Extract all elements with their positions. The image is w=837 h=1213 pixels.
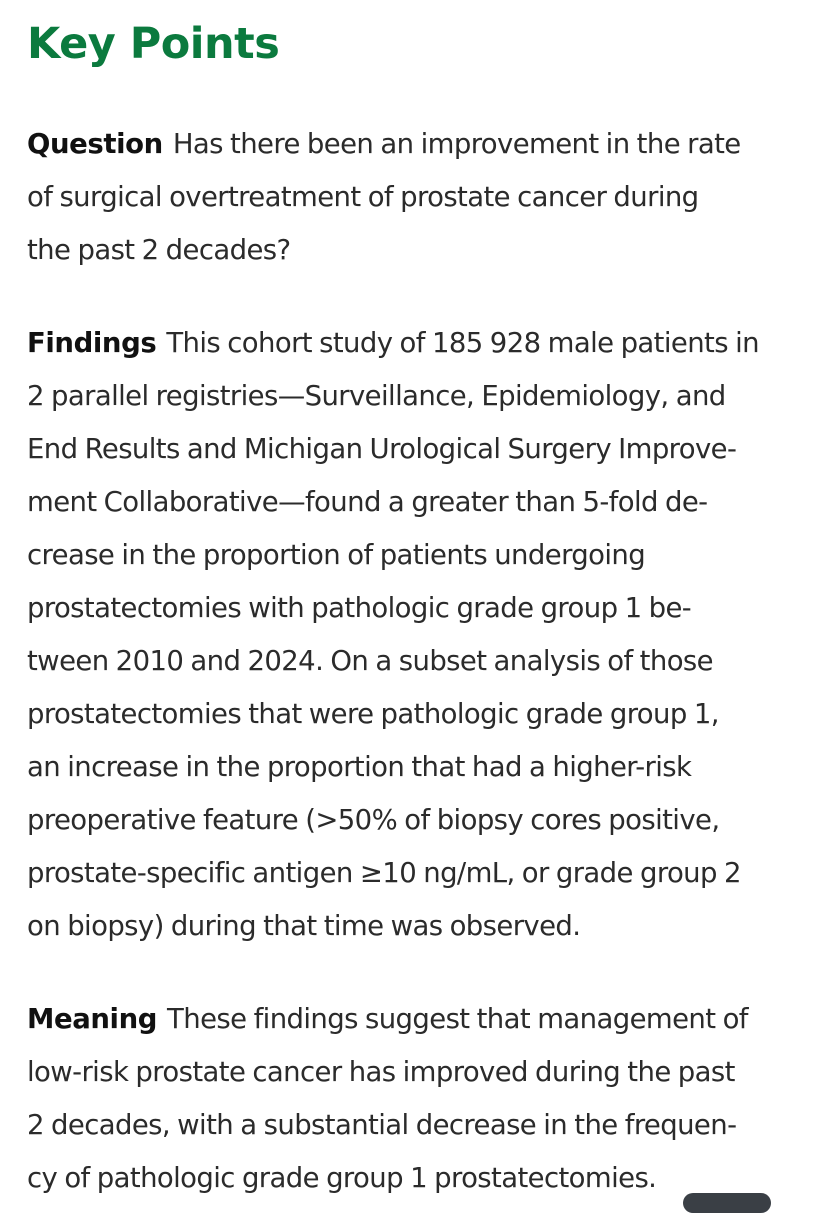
meaning-line-1 [27,993,815,1046]
meaning-line-3: 2 decades, with a substantial decrease in the frequen- [27,1109,737,1141]
findings-line-2: 2 parallel registries—Surveillance, Epidemiology, and [27,380,726,412]
scroll-handle[interactable] [683,1193,771,1213]
findings-line-11: prostate-specific antigen ≥10 ng/mL, or grade group 2 [27,857,741,889]
findings-line-5: crease in the proportion of patients undergoing [27,539,646,571]
question-line-1 [27,118,815,171]
findings-line-8: prostatectomies that were pathologic grade group 1, [27,698,719,730]
meaning-label: Meaning [27,1003,158,1035]
findings-line-4: ment Collaborative—found a greater than 5-fold de- [27,486,708,518]
meaning-text: These findings suggest that management of [167,1003,748,1035]
meaning-line-2: low-risk prostate cancer has improved during the past [27,1056,735,1088]
findings-line-12: on biopsy) during that time was observed. [27,910,581,942]
findings-line-1 [27,317,815,370]
findings-line-9: an increase in the proportion that had a higher-risk [27,751,692,783]
meaning-section [27,993,815,1205]
findings-text: This cohort study of 185 928 male patients in [166,327,759,359]
question-line-2: of surgical overtreatment of prostate cancer during [27,181,699,213]
findings-line-10: preoperative feature (>50% of biopsy cores positive, [27,804,720,836]
findings-label: Findings [27,327,157,359]
question-text: Has there been an improvement in the rate [172,128,741,160]
findings-line-6: prostatectomies with pathologic grade group 1 be- [27,592,692,624]
findings-section [27,317,815,953]
meaning-line-4: cy of pathologic grade group 1 prostatectomies. [27,1162,657,1194]
question-label: Question [27,128,163,160]
findings-line-3: End Results and Michigan Urological Surgery Improve- [27,433,737,465]
findings-line-7: tween 2010 and 2024. On a subset analysis of those [27,645,713,677]
page-title: Key Points [27,19,280,69]
question-line-3: the past 2 decades? [27,234,291,266]
question-section [27,118,815,277]
